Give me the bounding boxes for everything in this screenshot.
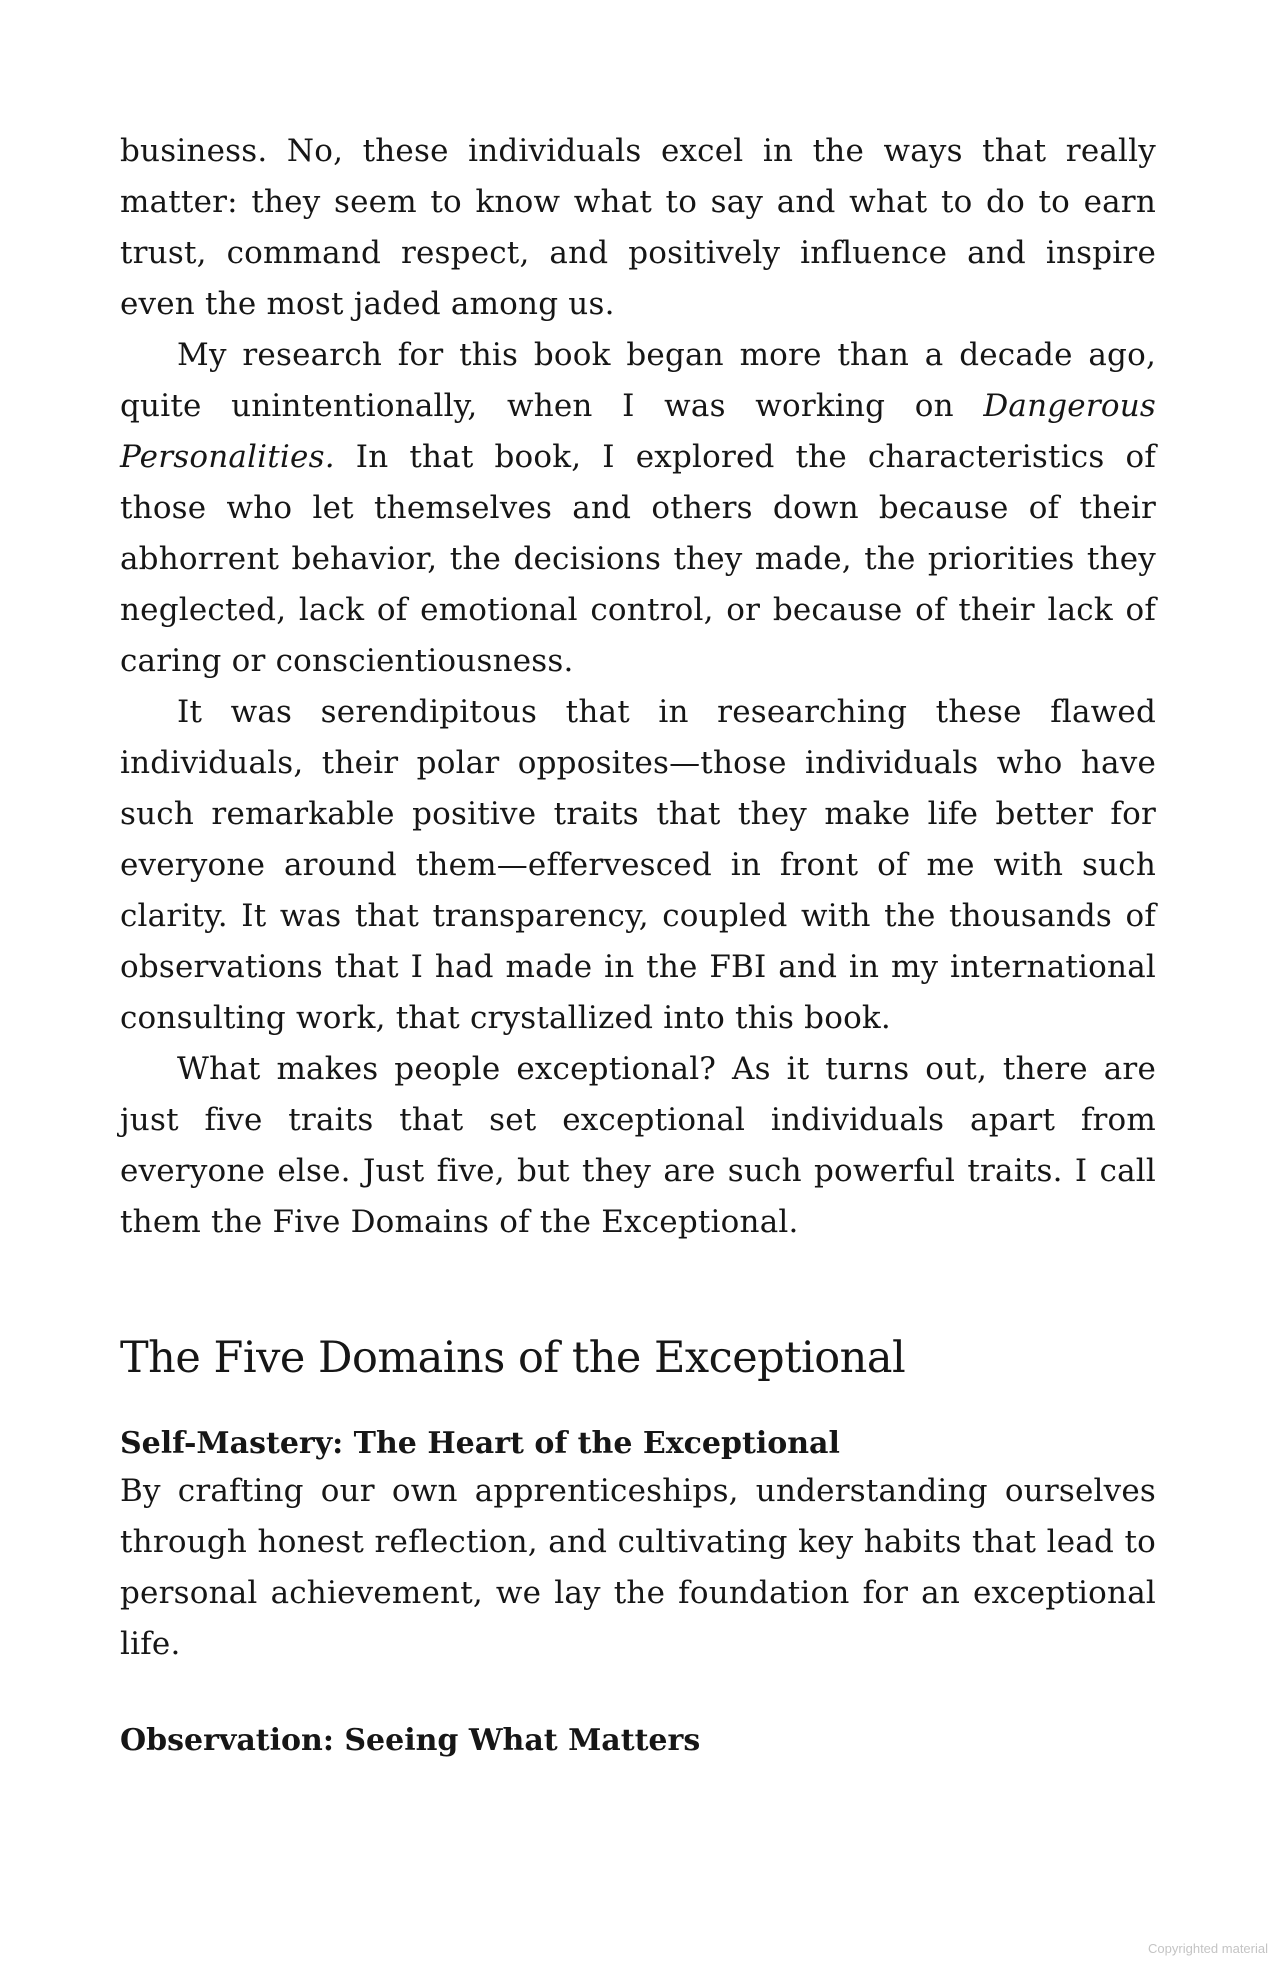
paragraph-what-makes-exceptional: What makes people exceptional? As it turns out, there are just five traits that set exceptional individuals apart from everyone else. Just five, but they are such powerful traits. I call them the Five Domains of the Exceptional. — [120, 1051, 1156, 1240]
paragraph-continuation: business. No, these individuals excel in the ways that really matter: they seem to know what to say and what to do to earn trust, command respect, and positively influence and inspire even the most jaded among us. — [120, 133, 1156, 322]
book-page — [120, 126, 1156, 1763]
book-title-dangerous-personalities: Dangerous Personalities. — [120, 388, 1156, 475]
paragraph-research — [120, 330, 1156, 687]
paragraph-research-start: My research for this book began more than a decade ago, quite unintentionally, when I was working on — [120, 337, 1156, 424]
domain-title: Observation: Seeing What Matters — [120, 1723, 701, 1758]
section-heading: The Five Domains of the Exceptional — [120, 1333, 906, 1383]
paragraph-serendipitous: It was serendipitous that in researching these flawed individuals, their polar opposites—those individuals who have such remarkable positive traits that they make life better for everyone around them—effervesced in front of me with such clarity. It was that transparency, coupled with the thousands of observations that I had made in the FBI and in my international consulting work, that crystallized into this book. — [120, 694, 1156, 1036]
paragraph-research-end: In that book, I explored the characteristics of those who let themselves and others down because of their abhorrent behavior, the decisions they made, the priorities they neglected, lack of emotional control, or because of their lack of caring or conscientiousness. — [120, 439, 1156, 679]
domain-title: Self-Mastery: The Heart of the Exceptional — [120, 1426, 840, 1461]
domain-observation — [120, 1719, 1156, 1763]
copyright-watermark: Copyrighted material — [1148, 1941, 1268, 1956]
domain-description: By crafting our own apprenticeships, understanding ourselves through honest reflection, and cultivating key habits that lead to personal achievement, we lay the foundation for an exceptional life. — [120, 1473, 1156, 1662]
domain-self-mastery — [120, 1422, 1156, 1670]
